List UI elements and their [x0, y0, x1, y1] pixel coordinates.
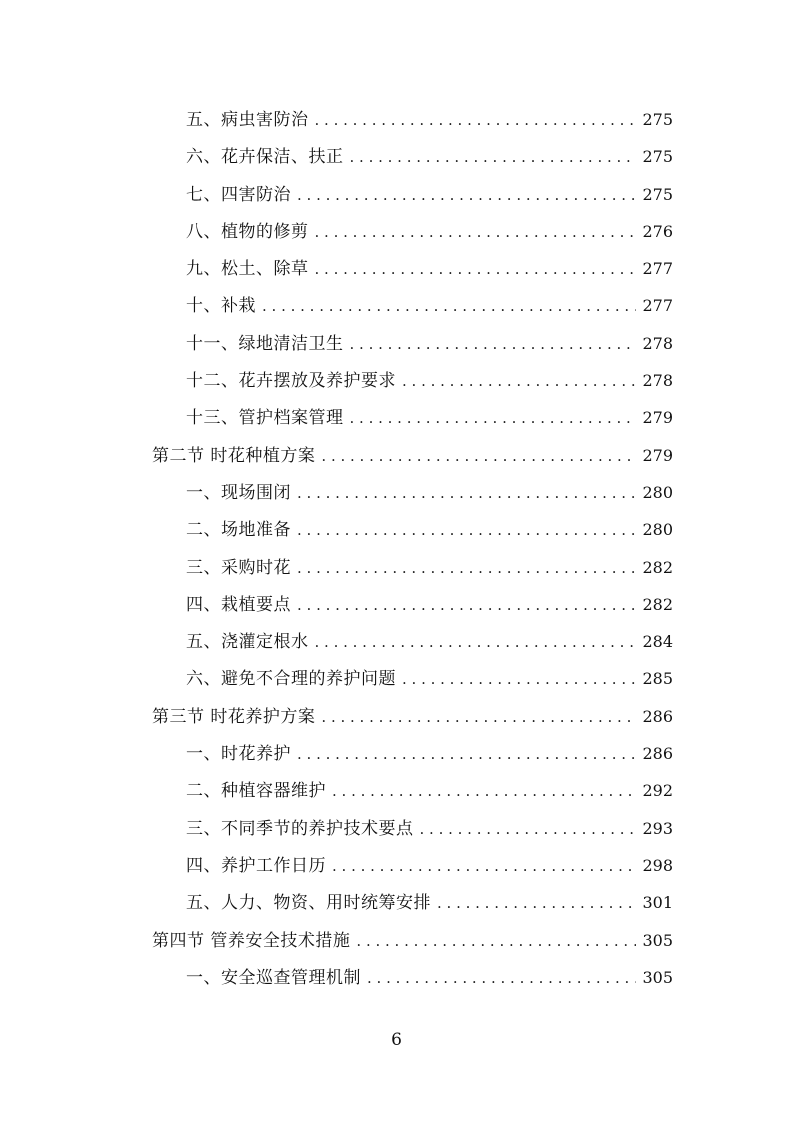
toc-dot-leader [297, 475, 636, 512]
toc-subsection-entry[interactable] [0, 847, 793, 884]
toc-entry-title: 三、不同季节的养护技术要点 [186, 818, 414, 839]
toc-dot-leader [332, 773, 636, 810]
toc-subsection-entry[interactable] [0, 213, 793, 250]
toc-entry-title: 第三节 时花养护方案 [152, 706, 316, 727]
toc-subsection-entry[interactable] [0, 772, 793, 809]
toc-subsection-entry[interactable] [0, 810, 793, 847]
toc-entry-title: 十三、管护档案管理 [186, 408, 344, 429]
toc-dot-leader [350, 400, 637, 437]
toc-dot-leader [321, 699, 636, 736]
toc-dot-leader [321, 438, 636, 475]
toc-subsection-entry[interactable] [0, 250, 793, 287]
toc-entry-page-number: 278 [642, 333, 673, 353]
toc-entry-page-number: 280 [642, 482, 673, 502]
toc-entry-title: 二、场地准备 [186, 520, 291, 541]
toc-dot-leader [350, 139, 637, 176]
toc-dot-leader [315, 102, 637, 139]
toc-subsection-entry[interactable] [0, 474, 793, 511]
toc-dot-leader [356, 923, 636, 960]
toc-entry-title: 十二、花卉摆放及养护要求 [186, 371, 396, 392]
toc-subsection-entry[interactable] [0, 138, 793, 175]
toc-subsection-entry[interactable] [0, 586, 793, 623]
toc-entry-title: 六、避免不合理的养护问题 [186, 669, 396, 690]
toc-dot-leader [350, 326, 637, 363]
toc-subsection-entry[interactable] [0, 399, 793, 436]
toc-dot-leader [437, 885, 636, 922]
toc-subsection-entry[interactable] [0, 623, 793, 660]
toc-entry-page-number: 305 [642, 930, 673, 950]
toc-entry-title: 三、采购时花 [186, 557, 291, 578]
toc-entry-page-number: 282 [642, 594, 673, 614]
toc-entry-title: 第四节 管养安全技术措施 [152, 930, 351, 951]
toc-dot-leader [297, 177, 636, 214]
toc-dot-leader [315, 251, 637, 288]
toc-section-entry[interactable] [0, 698, 793, 735]
toc-entry-title: 一、时花养护 [186, 744, 291, 765]
toc-section-entry[interactable] [0, 922, 793, 959]
toc-dot-leader [367, 960, 636, 997]
toc-section-entry[interactable] [0, 437, 793, 474]
toc-entry-title: 八、植物的修剪 [186, 221, 309, 242]
toc-entry-title: 第二节 时花种植方案 [152, 445, 316, 466]
toc-subsection-entry[interactable] [0, 511, 793, 548]
toc-entry-page-number: 279 [642, 408, 673, 428]
toc-dot-leader [315, 214, 637, 251]
toc-entry-page-number: 276 [642, 221, 673, 241]
toc-dot-leader [297, 587, 636, 624]
toc-entry-title: 一、现场围闭 [186, 482, 291, 503]
toc-entry-page-number: 298 [642, 855, 673, 875]
toc-entry-page-number: 275 [642, 184, 673, 204]
toc-dot-leader [297, 736, 636, 773]
toc-entry-title: 五、病虫害防治 [186, 110, 309, 130]
toc-entry-page-number: 284 [642, 632, 673, 652]
toc-subsection-entry[interactable] [0, 287, 793, 324]
toc-entry-title: 五、浇灌定根水 [186, 632, 309, 653]
toc-entry-title: 四、养护工作日历 [186, 855, 326, 876]
toc-subsection-entry[interactable] [0, 959, 793, 996]
toc-entry-title: 二、种植容器维护 [186, 781, 326, 802]
toc-entry-title: 四、栽植要点 [186, 594, 291, 615]
toc-subsection-entry[interactable] [0, 735, 793, 772]
toc-entry-title: 十、补栽 [186, 296, 256, 317]
toc-entry-page-number: 292 [642, 781, 673, 801]
toc-entry-title: 六、花卉保洁、扶正 [186, 147, 344, 168]
toc-subsection-entry[interactable] [0, 660, 793, 697]
toc-dot-leader [402, 363, 636, 400]
toc-subsection-entry[interactable] [0, 362, 793, 399]
toc-entry-page-number: 275 [642, 147, 673, 167]
toc-entry-page-number: 305 [642, 967, 673, 987]
toc-entry-page-number: 280 [642, 520, 673, 540]
toc-dot-leader [297, 512, 636, 549]
toc-entry-title: 十一、绿地清洁卫生 [186, 333, 344, 354]
toc-entry-title: 一、安全巡查管理机制 [186, 967, 361, 988]
toc-dot-leader [315, 624, 637, 661]
toc-entry-title: 七、四害防治 [186, 184, 291, 205]
toc-subsection-entry[interactable] [0, 325, 793, 362]
toc-entry-page-number: 286 [642, 744, 673, 764]
toc-entry-page-number: 275 [642, 110, 673, 129]
toc-subsection-entry[interactable] [0, 176, 793, 213]
page-number: 6 [391, 1030, 402, 1050]
toc-entry-page-number: 277 [642, 259, 673, 279]
toc-entry-title: 五、人力、物资、用时统筹安排 [186, 893, 431, 914]
toc-subsection-entry[interactable] [0, 884, 793, 921]
toc-entry-page-number: 277 [642, 296, 673, 316]
toc-dot-leader [297, 550, 636, 587]
toc-entry-page-number: 285 [642, 669, 673, 689]
toc-entry-title: 九、松土、除草 [186, 259, 309, 280]
toc-entry-page-number: 286 [642, 706, 673, 726]
toc-entry-page-number: 293 [642, 818, 673, 838]
toc-entry-page-number: 278 [642, 371, 673, 391]
toc-entry-page-number: 279 [642, 445, 673, 465]
toc-entry-page-number: 282 [642, 557, 673, 577]
toc-dot-leader [262, 288, 636, 325]
toc-entry-page-number: 301 [642, 893, 673, 913]
toc-dot-leader [402, 661, 636, 698]
toc-subsection-entry[interactable] [0, 549, 793, 586]
toc-dot-leader [332, 848, 636, 885]
toc-dot-leader [420, 811, 637, 848]
table-of-contents [0, 101, 793, 996]
toc-subsection-entry[interactable] [0, 101, 793, 138]
